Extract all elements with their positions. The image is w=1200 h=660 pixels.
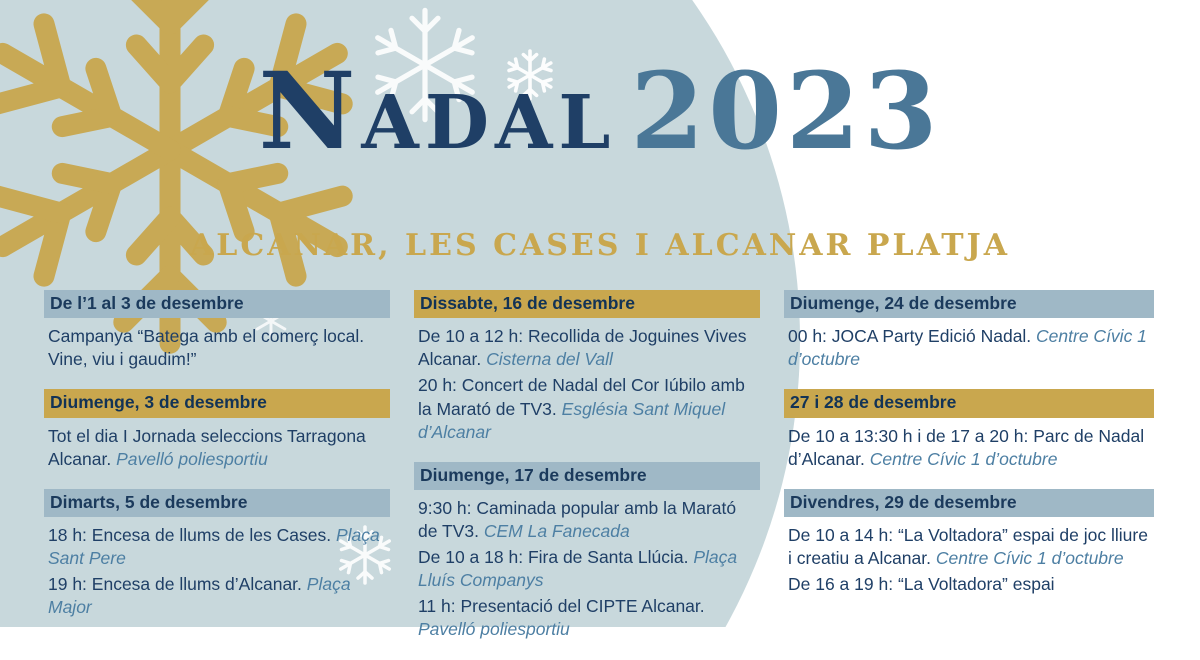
schedule-entry: [44, 325, 390, 371]
schedule-entry: [44, 425, 390, 471]
schedule-entry: [414, 546, 760, 592]
day-header: Diumenge, 17 de desembre: [414, 462, 760, 490]
page-subtitle: ALCANAR, LES CASES I ALCANAR PLATJA: [189, 228, 1011, 263]
entry-place: Centre Cívic 1 d’octubre: [869, 448, 1058, 469]
schedule-entry: [44, 524, 390, 570]
schedule-block: [44, 290, 390, 371]
title-year: 2023: [630, 48, 942, 173]
entry-place: Pavelló poliesportiu: [116, 448, 268, 469]
entry-place: Plaça Major: [48, 574, 351, 618]
entry-place: Església Sant Miquel d’Alcanar: [418, 398, 726, 442]
schedule-entry: [784, 524, 1154, 570]
entry-text: 00 h: JOCA Party Edició Nadal.: [788, 326, 1032, 347]
schedule-entry: [784, 573, 1154, 596]
page-title: [0, 48, 1200, 173]
entry-place: Pavelló poliesportiu: [418, 619, 570, 640]
schedule-block: [784, 489, 1154, 597]
entry-text: De 10 a 14 h: “La Voltadora” espai de joc lliure i creatiu a Alcanar.: [788, 525, 1148, 569]
entry-place: Centre Cívic 1 d’octubre: [788, 326, 1147, 370]
day-header: Dissabte, 16 de desembre: [414, 290, 760, 318]
schedule-entry: [414, 325, 760, 371]
schedule-column-3: [784, 290, 1154, 614]
entry-place: Plaça Lluís Companys: [418, 547, 738, 591]
schedule-entry: [414, 497, 760, 543]
day-header: 27 i 28 de desembre: [784, 389, 1154, 417]
entry-text: 11 h: Presentació del CIPTE Alcanar.: [418, 596, 705, 617]
entry-text: De 10 a 18 h: Fira de Santa Llúcia.: [418, 547, 689, 568]
entry-place: Centre Cívic 1 d’octubre: [935, 548, 1124, 569]
entry-text: 20 h: Concert de Nadal del Cor Iúbilo amb la Marató de TV3.: [418, 375, 745, 419]
poster-header: [0, 0, 1200, 290]
schedule-block: [784, 389, 1154, 470]
day-header: Dimarts, 5 de desembre: [44, 489, 390, 517]
entry-place: Cisterna del Vall: [486, 349, 613, 370]
entry-text: De 10 a 13:30 h i de 17 a 20 h: Parc de Nadal d’Alcanar.: [788, 425, 1145, 469]
entry-place: CEM La Fanecada: [483, 521, 630, 542]
schedule-block: [784, 290, 1154, 371]
schedule-entry: [414, 374, 760, 443]
entry-text: 9:30 h: Caminada popular amb la Marató de TV3.: [418, 497, 737, 542]
title-nadal: Nadal: [258, 48, 617, 173]
day-header: Divendres, 29 de desembre: [784, 489, 1154, 517]
entry-text: De 10 a 12 h: Recollida de Joguines Vives Alcanar.: [418, 326, 747, 370]
entry-text: Campanya “Batega amb el comerç local. Vine, viu i gaudim!”: [48, 326, 365, 370]
schedule-column-1: [44, 290, 414, 638]
schedule-columns: [0, 290, 1200, 660]
entry-text: 19 h: Encesa de llums d’Alcanar.: [48, 574, 302, 595]
entry-text: Tot el dia I Jornada seleccions Tarragona Alcanar.: [48, 425, 366, 469]
entry-place: Plaça Sant Pere: [48, 525, 380, 569]
day-header: Diumenge, 3 de desembre: [44, 389, 390, 417]
entry-text: De 16 a 19 h: “La Voltadora” espai: [788, 574, 1055, 595]
schedule-block: [44, 389, 390, 470]
schedule-entry: [44, 573, 390, 619]
day-header: De l’1 al 3 de desembre: [44, 290, 390, 318]
schedule-entry: [784, 325, 1154, 371]
schedule-block: [44, 489, 390, 620]
schedule-column-2: [414, 290, 784, 660]
schedule-entry: [784, 425, 1154, 471]
schedule-block: [414, 462, 760, 642]
day-header: Diumenge, 24 de desembre: [784, 290, 1154, 318]
entry-text: 18 h: Encesa de llums de les Cases.: [48, 525, 332, 546]
schedule-entry: [414, 595, 760, 641]
schedule-block: [414, 290, 760, 444]
